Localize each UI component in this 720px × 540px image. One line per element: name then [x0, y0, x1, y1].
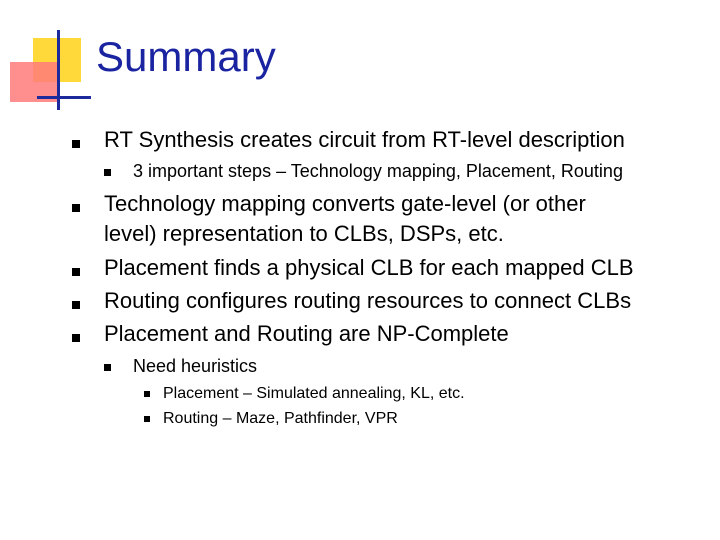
- bullet-technology-mapping-line1: Technology mapping converts gate-level (or other: [104, 191, 586, 216]
- square-bullet-icon: [72, 268, 80, 276]
- sub-sub-bullet-routing-methods: Routing – Maze, Pathfinder, VPR: [163, 410, 398, 427]
- sub-bullet-need-heuristics: Need heuristics: [133, 356, 258, 376]
- square-bullet-icon: [144, 416, 150, 422]
- square-bullet-icon: [144, 391, 150, 397]
- square-bullet-icon: [72, 301, 80, 309]
- sub-bullet-important-steps: 3 important steps – Technology mapping, Placement, Routing: [133, 161, 623, 181]
- square-bullet-icon: [104, 169, 111, 176]
- slide-title: Summary: [96, 33, 276, 80]
- bullet-technology-mapping-line2: level) representation to CLBs, DSPs, etc.: [104, 221, 504, 246]
- square-bullet-icon: [72, 334, 80, 342]
- bullet-np-complete: Placement and Routing are NP-Complete: [104, 321, 509, 346]
- square-bullet-icon: [104, 364, 111, 371]
- square-bullet-icon: [72, 140, 80, 148]
- bullet-placement: Placement finds a physical CLB for each mapped CLB: [104, 255, 634, 280]
- bullet-routing: Routing configures routing resources to connect CLBs: [104, 288, 632, 313]
- square-bullet-icon: [72, 204, 80, 212]
- bullet-rt-synthesis: RT Synthesis creates circuit from RT-level description: [104, 127, 625, 152]
- horizontal-bar-decoration: [37, 96, 91, 99]
- sub-sub-bullet-placement-methods: Placement – Simulated annealing, KL, etc.: [163, 385, 465, 402]
